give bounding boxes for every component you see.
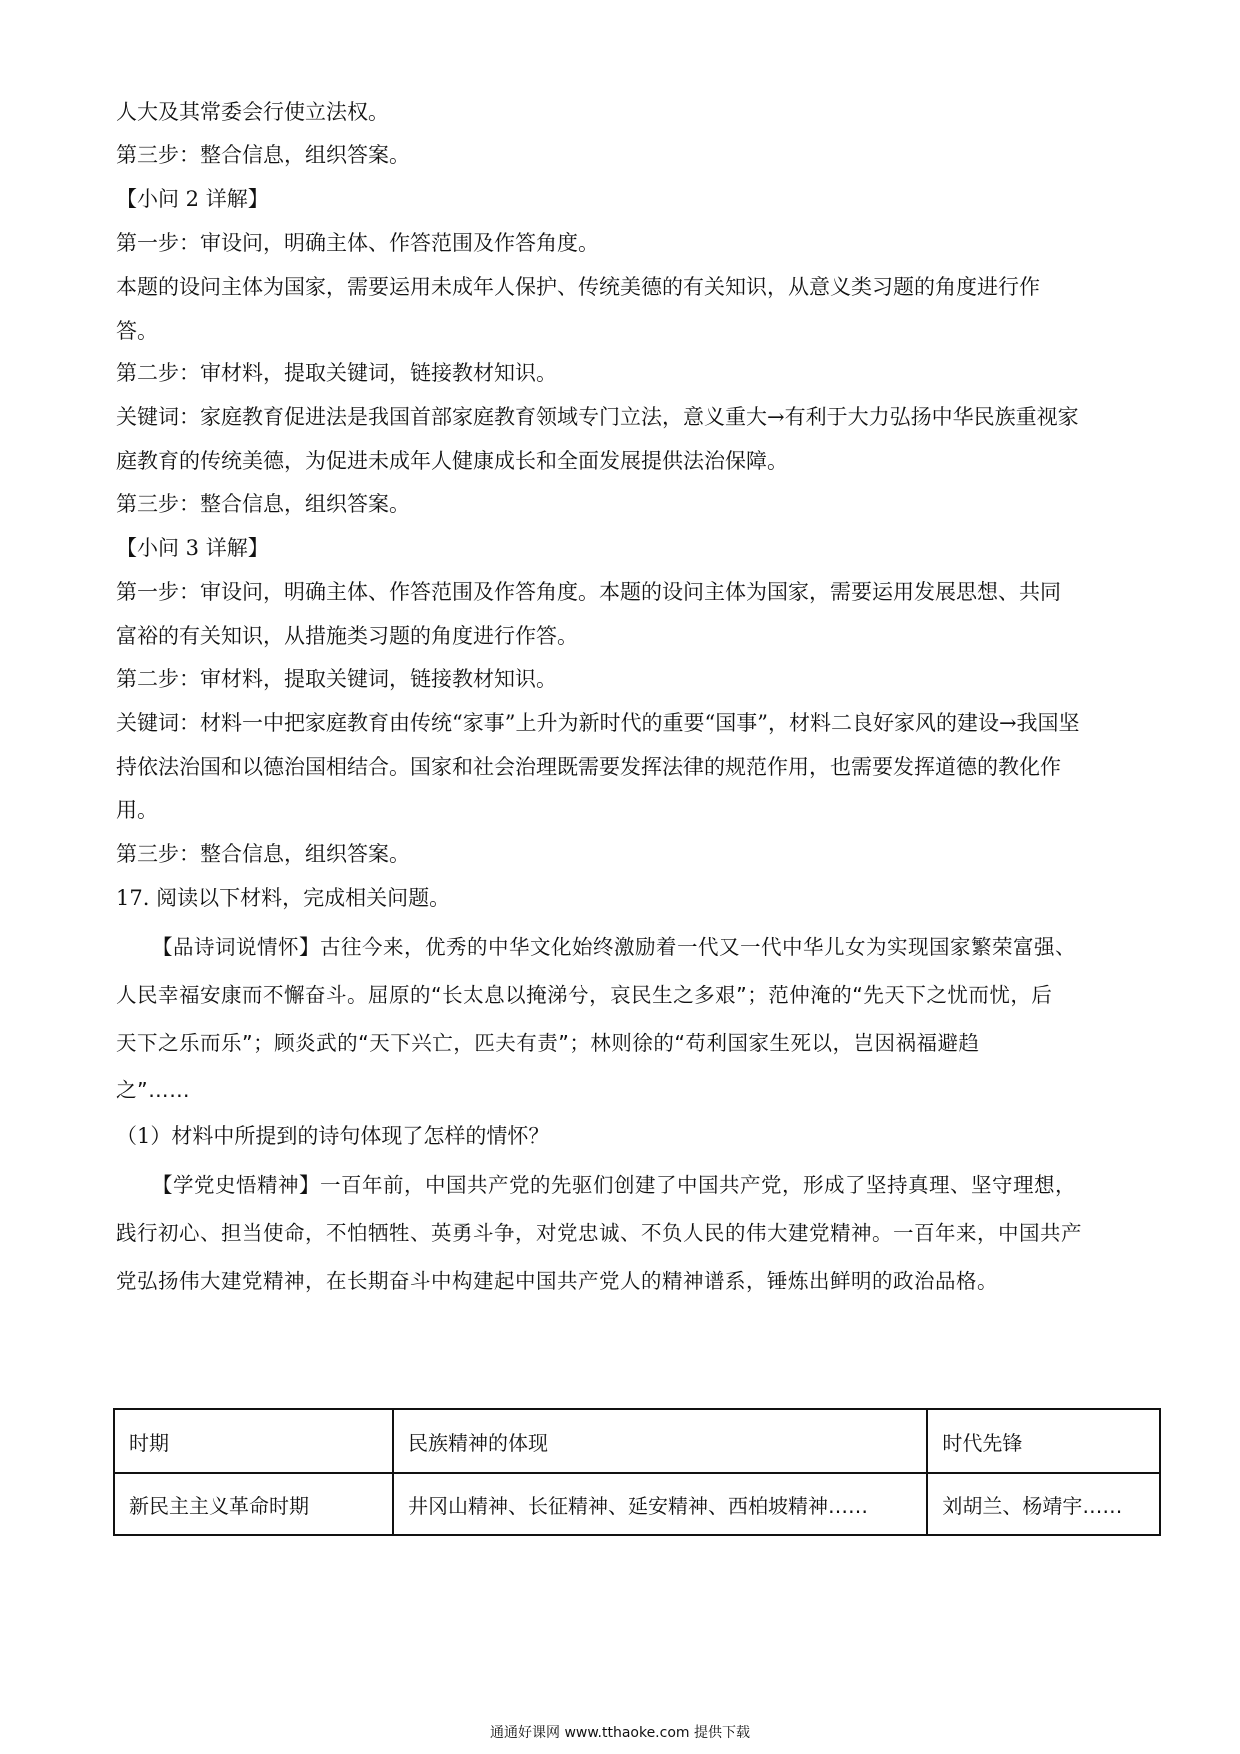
text-line: 第一步：审设问，明确主体、作答范围及作答角度。本题的设问主体为国家，需要运用发展思想、共同 xyxy=(116,580,1061,604)
table-cell: 刘胡兰、杨靖宇…… xyxy=(927,1473,1160,1535)
section-heading: 【小问 3 详解】 xyxy=(116,536,269,560)
spirit-table xyxy=(113,1408,1161,1536)
text-line: 庭教育的传统美德，为促进未成年人健康成长和全面发展提供法治保障。 xyxy=(116,449,788,473)
text-line: 用。 xyxy=(116,798,158,822)
text-line: 第三步：整合信息，组织答案。 xyxy=(116,492,410,516)
party-material-line: 【学党史悟精神】一百年前，中国共产党的先驱们创建了中国共产党，形成了坚持真理、坚守理想， xyxy=(152,1173,1076,1197)
text-line: 第三步：整合信息，组织答案。 xyxy=(116,842,410,866)
section-heading: 【小问 2 详解】 xyxy=(116,187,269,211)
table-header-cell: 时期 xyxy=(114,1409,393,1473)
text-line: 第二步：审材料，提取关键词，链接教材知识。 xyxy=(116,361,557,385)
text-line: 第三步：整合信息，组织答案。 xyxy=(116,143,410,167)
text-line: 答。 xyxy=(116,319,158,343)
table-cell: 井冈山精神、长征精神、延安精神、西柏坡精神…… xyxy=(393,1473,927,1535)
question-17-title: 17. 阅读以下材料，完成相关问题。 xyxy=(116,886,451,910)
poem-material-line: 天下之乐而乐”；顾炎武的“天下兴亡，匹夫有责”；林则徐的“苟利国家生死以，岂因祸福避趋 xyxy=(116,1031,980,1055)
table-header-cell: 时代先锋 xyxy=(927,1409,1160,1473)
text-line: 第二步：审材料，提取关键词，链接教材知识。 xyxy=(116,667,557,691)
poem-material-line: 之”…… xyxy=(116,1078,191,1102)
party-material-line: 党弘扬伟大建党精神，在长期奋斗中构建起中国共产党人的精神谱系，锤炼出鲜明的政治品格。 xyxy=(116,1269,998,1293)
table-row xyxy=(114,1473,1160,1535)
text-line: 第一步：审设问，明确主体、作答范围及作答角度。 xyxy=(116,231,599,255)
party-material-line: 践行初心、担当使命，不怕牺牲、英勇斗争，对党忠诚、不负人民的伟大建党精神。一百年来，中国共产 xyxy=(116,1221,1082,1245)
question-1: （1）材料中所提到的诗句体现了怎样的情怀？ xyxy=(116,1124,550,1148)
poem-material-line: 人民幸福安康而不懈奋斗。屈原的“长太息以掩涕兮，哀民生之多艰”；范仲淹的“先天下之忧而忧，后 xyxy=(116,983,1053,1007)
table-cell: 新民主主义革命时期 xyxy=(114,1473,393,1535)
text-line: 人大及其常委会行使立法权。 xyxy=(116,100,389,124)
table-header-row xyxy=(114,1409,1160,1473)
text-line: 富裕的有关知识，从措施类习题的角度进行作答。 xyxy=(116,624,578,648)
text-line: 本题的设问主体为国家，需要运用未成年人保护、传统美德的有关知识，从意义类习题的角度进行作 xyxy=(116,275,1040,299)
poem-material-line: 【品诗词说情怀】古往今来，优秀的中华文化始终激励着一代又一代中华儿女为实现国家繁荣富强、 xyxy=(152,935,1076,959)
text-line: 持依法治国和以德治国相结合。国家和社会治理既需要发挥法律的规范作用，也需要发挥道德的教化作 xyxy=(116,755,1061,779)
text-line: 关键词：材料一中把家庭教育由传统“家事”上升为新时代的重要“国事”，材料二良好家风的建设→我国坚 xyxy=(116,711,1080,735)
footer-text: 通通好课网 www.tthaoke.com 提供下载 xyxy=(490,1725,750,1741)
table-header-cell: 民族精神的体现 xyxy=(393,1409,927,1473)
text-line: 关键词：家庭教育促进法是我国首部家庭教育领域专门立法，意义重大→有利于大力弘扬中华民族重视家 xyxy=(116,405,1079,429)
